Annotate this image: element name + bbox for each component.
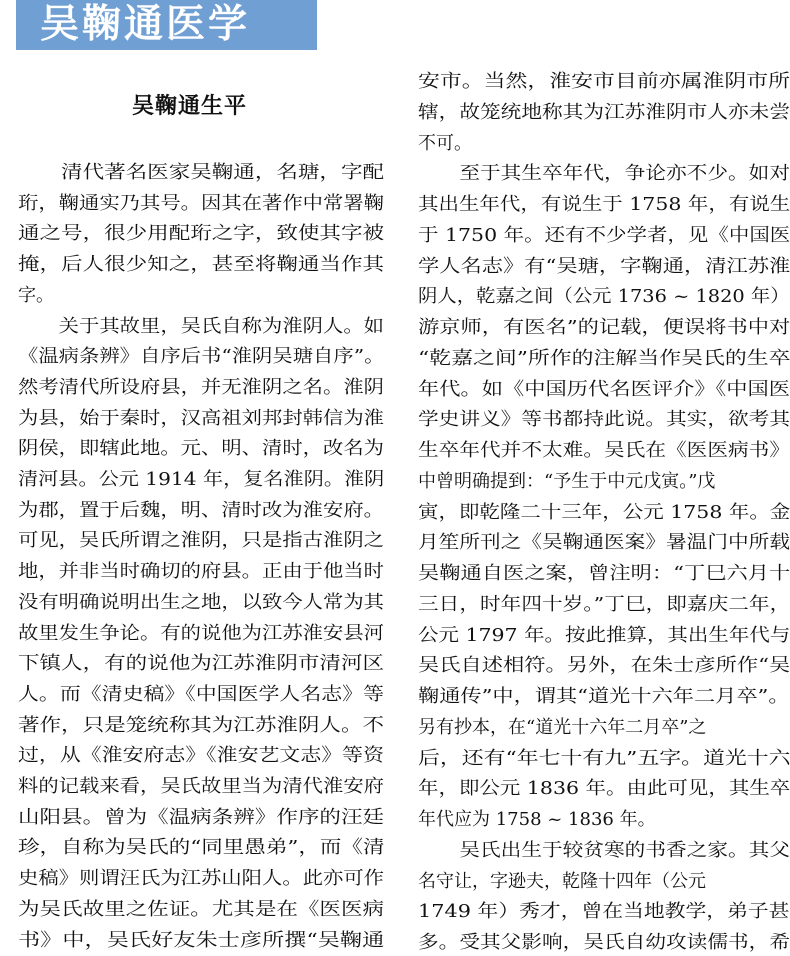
text-line: 三日，时年四十岁。”丁巳，即嘉庆二年， [418, 593, 790, 615]
text-line: 字。 [18, 284, 54, 306]
text-line: 通之号，很少用配珩之字，致使其字被 [18, 223, 384, 245]
text-line: 后，还有“年七十有九”五字。道光十六 [418, 747, 790, 769]
section-title: 吴鞠通医学 [40, 2, 251, 47]
text-line: 人。而《清史稿》《中国医学人名志》等 [18, 683, 385, 705]
text-line: 为郡，置于后魏，明、清时改为淮安府。 [18, 499, 384, 521]
text-line: 故里发生争论。有的说他为江苏淮安县河 [18, 622, 384, 644]
text-line: 掩，后人很少知之，甚至将鞠通当作其 [18, 254, 384, 276]
text-line: 其出生年代，有说生于 1758 年，有说生 [418, 194, 790, 215]
text-line: 鞠通传”中，谓其“道光十六年二月卒”。 [418, 686, 790, 707]
text-line: 《温病条辨》自序后书“淮阴吴瑭自序”。 [18, 346, 385, 368]
text-line: 安市。当然，淮安市目前亦属淮阴市所 [418, 71, 790, 92]
text-line: 名守让，字逊夫，乾隆十四年（公元 [418, 870, 706, 892]
text-line: 年，即公元 1836 年。由此可见，其生卒 [418, 778, 790, 800]
text-line: 多。受其父影响，吴氏自幼攻读儒书，希 [418, 932, 790, 953]
text-line: 吴鞠通自医之案，曾注明：“丁巳六月十 [418, 563, 790, 584]
text-line: 著作，只是笼统称其为江苏淮阴人。不 [18, 714, 384, 736]
text-line: 年代应为 1758 ~ 1836 年。 [418, 809, 656, 830]
text-line: 公元 1797 年。按此推算，其出生年代与 [418, 624, 790, 646]
text-line: 关于其故里，吴氏自称为淮阴人。如 [18, 315, 384, 337]
text-line: 珍，自称为吴氏的“同里愚弟”，而《清 [18, 837, 385, 859]
text-line: 清河县。公元 1914 年，复名淮阴。淮阴 [18, 469, 385, 490]
text-line: 阴侯，即辖此地。元、明、清时，改名为 [18, 438, 384, 460]
text-line: 至于其生卒年代，争论亦不少。如对 [418, 163, 790, 185]
text-line: 辖，故笼统地称其为江苏淮阴市人亦未尝 [418, 101, 790, 123]
text-line: 下镇人，有的说他为江苏淮阴市清河区 [18, 653, 384, 675]
article-title: 吴鞠通生平 [132, 94, 248, 119]
text-line: 游京师，有医名”的记载，便误将书中对 [418, 317, 790, 338]
text-line: 为县，始于秦时，汉高祖刘邦封韩信为淮 [18, 407, 384, 429]
section-header-banner [16, 0, 317, 50]
text-line: 清代著名医家吴鞠通，名瑭，字配 [18, 162, 384, 183]
text-line: 料的记载来看，吴氏故里当为清代淮安府 [18, 776, 384, 797]
text-line: 珩，鞠通实乃其号。因其在著作中常署鞠 [18, 192, 384, 214]
text-line: 书》中，吴氏好友朱士彦所撰“吴鞠通 [18, 929, 385, 951]
text-line: 可见，吴氏所谓之淮阴，只是指古淮阴之 [18, 530, 384, 552]
text-line: 吴氏自述相符。另外，在朱士彦所作“吴 [418, 655, 790, 677]
text-line: 山阳县。曾为《温病条辨》作序的汪廷 [18, 806, 384, 828]
text-line: 地，并非当时确切的府县。正由于他当时 [18, 561, 384, 583]
text-line: 学史讲义》等书都持此说。其实，欲考其 [418, 409, 790, 431]
text-line: 不可。 [418, 132, 472, 154]
text-line: 然考清代所设府县，并无淮阴之名。淮阴 [18, 376, 384, 398]
text-line: “乾嘉之间”所作的注解当作吴氏的生卒 [418, 347, 790, 369]
text-line: 没有明确说明出生之地，以致今人常为其 [18, 591, 384, 613]
text-line: 月笙所刊之《吴鞠通医案》暑温门中所载 [418, 532, 790, 554]
text-line: 年代。如《中国历代名医评介》《中国医 [418, 378, 790, 400]
text-line: 中曾明确提到：“予生于中元戊寅。”戊 [418, 470, 716, 492]
text-line: 史稿》则谓汪氏为江苏山阳人。此亦可作 [18, 868, 384, 890]
text-line: 生卒年代并不太难。吴氏在《医医病书》 [418, 440, 790, 461]
text-line: 吴氏出生于较贫寒的书香之家。其父 [418, 839, 790, 861]
text-line: 1749 年）秀才，曾在当地教学，弟子甚 [418, 901, 790, 923]
text-line: 另有抄本，在“道光十六年二月卒”之 [418, 716, 707, 738]
text-line: 寅，即乾隆二十三年，公元 1758 年。金 [418, 501, 790, 523]
text-line: 过，从《淮安府志》《淮安艺文志》等资 [18, 745, 385, 767]
text-line: 阴人，乾嘉之间（公元 1736 ~ 1820 年） [418, 286, 790, 308]
text-line: 于 1750 年。还有不少学者，见《中国医 [418, 224, 790, 246]
text-line: 为吴氏故里之佐证。尤其是在《医医病 [18, 898, 384, 920]
text-line: 学人名志》有“吴瑭，字鞠通，清江苏淮 [418, 255, 790, 277]
